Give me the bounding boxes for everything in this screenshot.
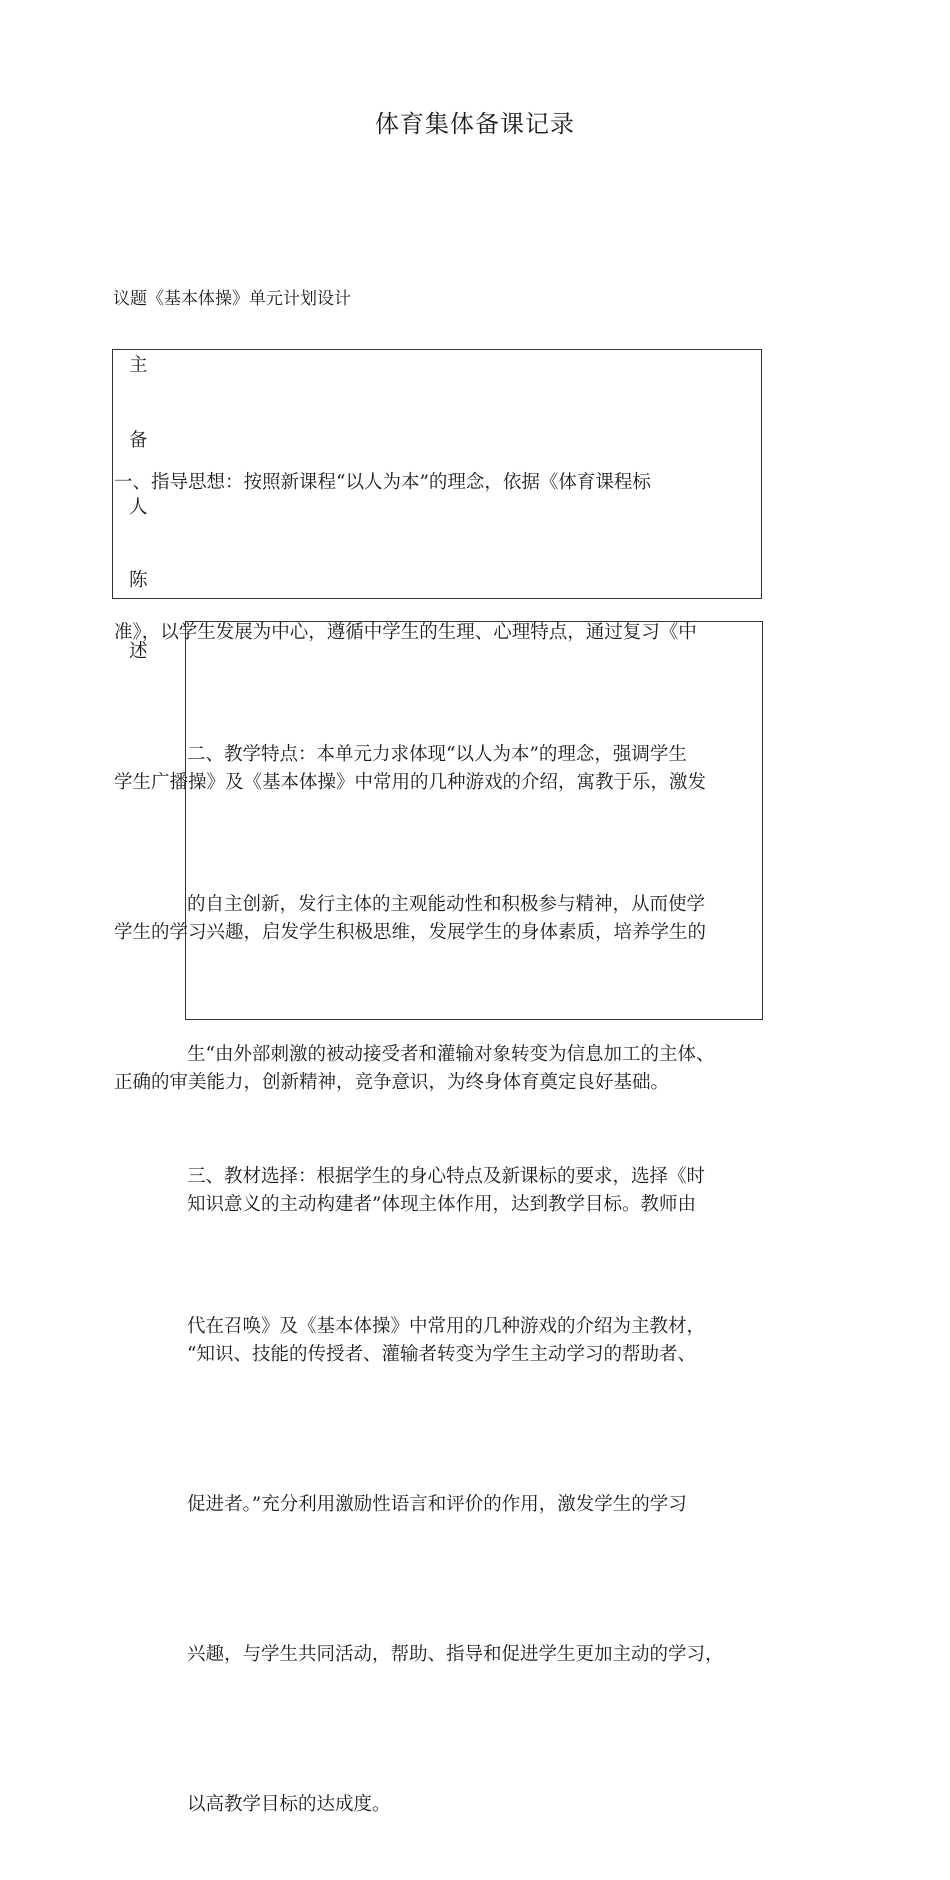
section1-line: 学生广播操》及《基本体操》中常用的几种游戏的介绍，寓教于乐，激发 (114, 772, 707, 793)
topic-heading: 议题《基本体操》单元计划设计 (113, 289, 351, 309)
section2-line: “知识、技能的传授者、灌输者转变为学生主动学习的帮助者、 (187, 1344, 696, 1365)
side-label-char: 主 (129, 355, 148, 376)
section2-line: 促进者。”充分利用激励性语言和评价的作用，激发学生的学习 (187, 1494, 687, 1515)
side-label-char: 人 (129, 497, 148, 518)
side-label-char: 陈 (129, 570, 148, 591)
section2-line: 以高教学目标的达成度。 (187, 1794, 391, 1815)
section1-line: 学生的学习兴趣，启发学生积极思维，发展学生的身体素质，培养学生的 (114, 922, 707, 943)
section1-line: 准》，以学生发展为中心，遵循中学生的生理、心理特点，通过复习《中 (114, 622, 697, 643)
section2-line: 二、教学特点：本单元力求体现“以人为本”的理念，强调学生 (187, 744, 687, 765)
section3-material-selection (187, 1052, 705, 1402)
section1-line: 一、指导思想：按照新课程“以人为本”的理念，依据《体育课程标 (114, 472, 651, 493)
section3-line: 三、教材选择：根据学生的身心特点及新课标的要求，选择《时 (187, 1166, 706, 1187)
section3-line: 代在召唤》及《基本体操》中常用的几种游戏的介绍为主教材， (187, 1316, 706, 1337)
section2-line: 兴趣，与学生共同活动，帮助、指导和促进学生更加主动的学习， (187, 1644, 724, 1665)
section2-line: 的自主创新，发行主体的主观能动性和积极参与精神，从而使学 (187, 894, 706, 915)
section1-line: 正确的审美能力，创新精神，竞争意识，为终身体育奠定良好基础。 (114, 1072, 670, 1093)
section2-line: 生“由外部刺激的被动接受者和灌输对象转变为信息加工的主体、 (187, 1044, 715, 1065)
section2-line: 知识意义的主动构建者”体现主体作用，达到教学目标。教师由 (187, 1194, 696, 1215)
side-label-char: 备 (129, 430, 148, 451)
page-title: 体育集体备课记录 (375, 110, 575, 138)
side-label-char: 述 (129, 641, 148, 662)
